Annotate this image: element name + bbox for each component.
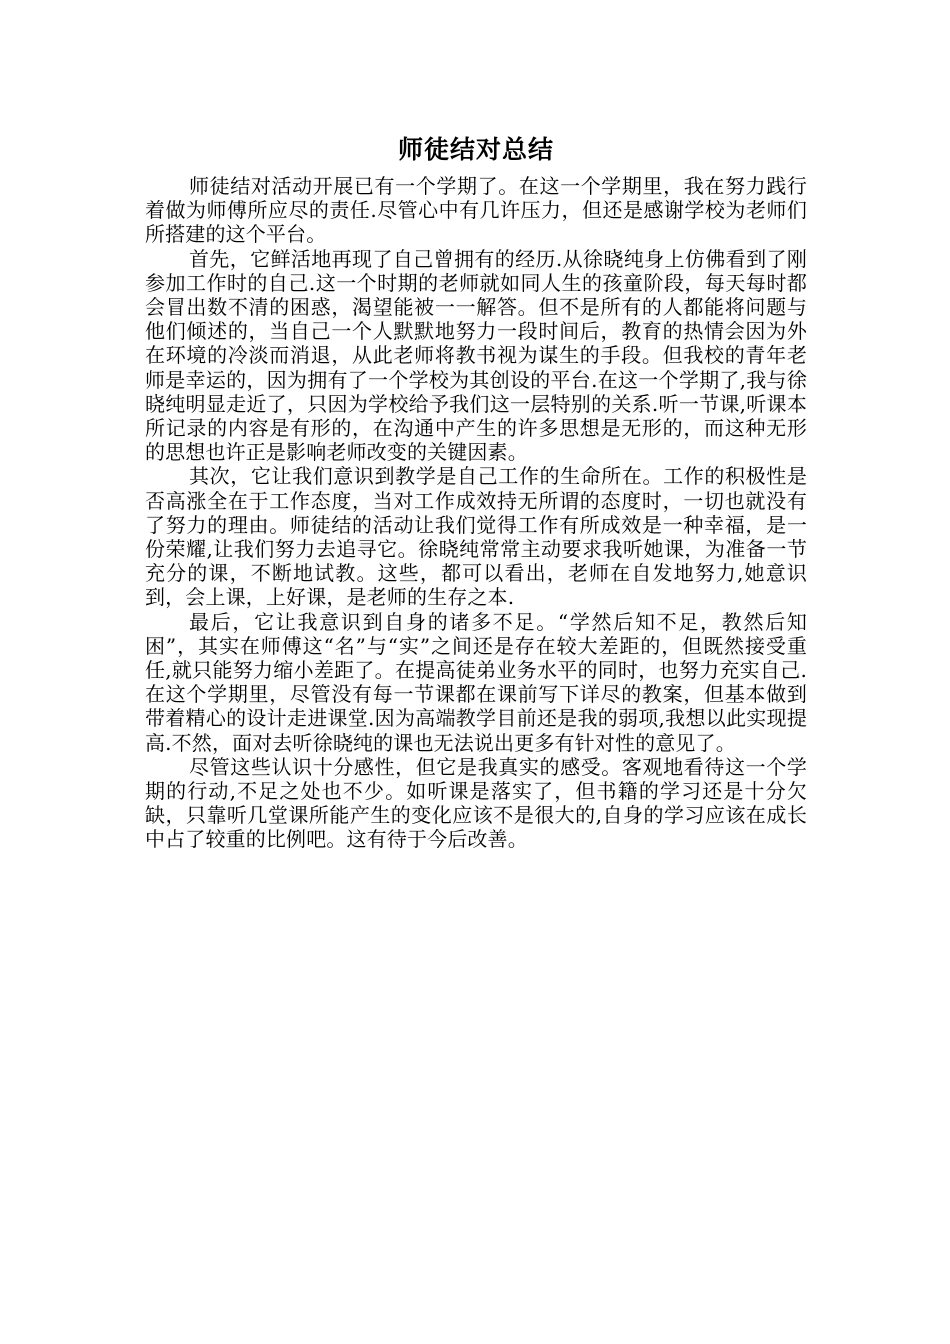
document-title: 师徒结对总结 [397, 135, 554, 164]
paragraph-intro: 师徒结对活动开展已有一个学期了。在这一个学期里，我在努力践行着做为师傅所应尽的责任.尽管心中有几许压力，但还是感谢学校为老师们所搭建的这个平台。 [145, 174, 807, 247]
paragraph-conclusion: 尽管这些认识十分感性，但它是我真实的感受。客观地看待这一个学期的行动,不足之处也不少。如听课是落实了，但书籍的学习还是十分欠缺，只靠听几堂课所能产生的变化应该不是很大的,自身的学习应该在成长中占了较重的比例吧。这有待于今后改善。 [145, 754, 807, 852]
paragraph-last: 最后，它让我意识到自身的诸多不足。“学然后知不足，教然后知困”，其实在师傅这“名”与“实”之间还是存在较大差距的，但既然接受重任,就只能努力缩小差距了。在提高徒弟业务水平的同时，也努力充实自己.在这个学期里，尽管没有每一节课都在课前写下详尽的教案，但基本做到带着精心的设计走进课堂.因为高端教学目前还是我的弱项,我想以此实现提高.不然，面对去听徐晓纯的课也无法说出更多有针对性的意见了。 [145, 609, 807, 755]
document-body [145, 132, 807, 852]
paragraph-first: 首先，它鲜活地再现了自己曾拥有的经历.从徐晓纯身上仿佛看到了刚参加工作时的自己.这一个时期的老师就如同人生的孩童阶段，每天每时都会冒出数不清的困惑，渴望能被一一解答。但不是所有的人都能将问题与他们倾述的，当自己一个人默默地努力一段时间后，教育的热情会因为外在环境的冷淡而消退，从此老师将教书视为谋生的手段。但我校的青年老师是幸运的，因为拥有了一个学校为其创设的平台.在这一个学期了,我与徐晓纯明显走近了，只因为学校给予我们这一层特别的关系.听一节课,听课本所记录的内容是有形的，在沟通中产生的许多思想是无形的，而这种无形的思想也许正是影响老师改变的关键因素。 [145, 246, 807, 465]
paragraph-second: 其次，它让我们意识到教学是自己工作的生命所在。工作的积极性是否高涨全在于工作态度，当对工作成效持无所谓的态度时，一切也就没有了努力的理由。师徒结的活动让我们觉得工作有所成效是一种幸福，是一份荣耀,让我们努力去追寻它。徐晓纯常常主动要求我听她课，为准备一节充分的课，不断地试教。这些，都可以看出，老师在自发地努力,她意识到，会上课，上好课，是老师的生存之本. [145, 464, 807, 610]
